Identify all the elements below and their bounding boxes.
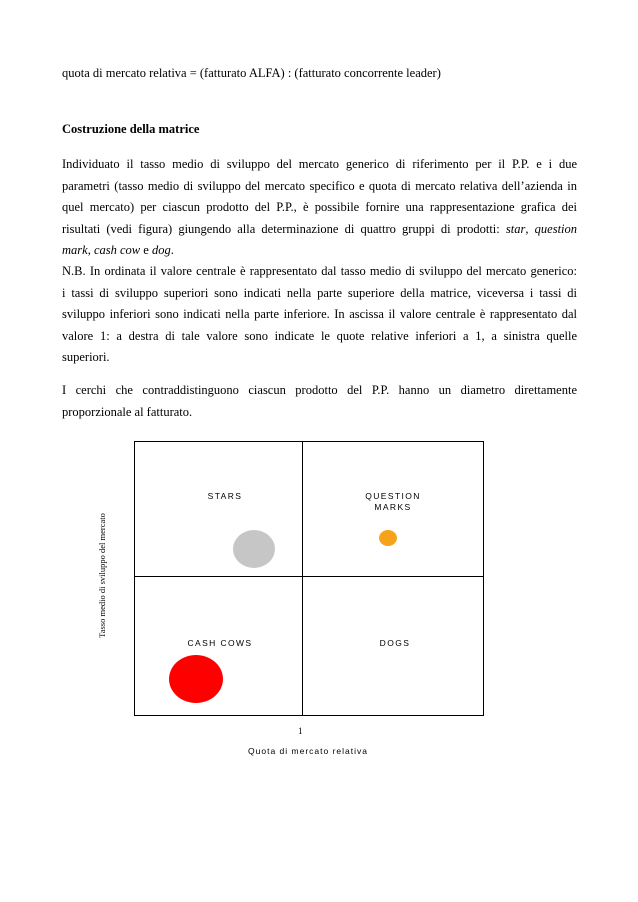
paragraph-line: i tassi di sviluppo superiori sono indicati nella parte superiore della matrice, viceversa i tassi di	[62, 285, 577, 300]
paragraph-matrix-construction	[62, 154, 577, 262]
paragraph-line-text: risultati (vedi figura) giungendo alla determinazione di quattro gruppi di prodotti:	[62, 221, 500, 236]
paragraph-line: quel mercato) per ciascun prodotto del P.P., è possibile fornire una rappresentazione grafica dei	[62, 200, 577, 214]
quadrant-label-stars: STARS	[207, 491, 243, 501]
paragraph-line	[62, 240, 577, 262]
paragraph-line	[62, 219, 577, 241]
matrix-vertical-divider	[302, 442, 303, 715]
punctuation: ,	[87, 243, 91, 257]
paragraph-line: parametri (tasso medio di sviluppo del mercato specifico e quota di mercato relativa dell’azienda in	[62, 178, 577, 193]
paragraph-line: sviluppo inferiori sono indicati nella parte inferiore. In ascissa il valore centrale è rappresentato dal	[62, 307, 577, 321]
quadrant-label-question-marks	[349, 491, 437, 513]
quadrant-label-line: QUESTION	[365, 491, 421, 501]
paragraph-line: Individuato il tasso medio di sviluppo del mercato generico di riferimento per il P.P. e i due	[62, 157, 577, 171]
term-cash-cow: cash cow	[93, 243, 141, 257]
quadrant-label-line: MARKS	[374, 502, 412, 512]
punctuation: .	[170, 243, 174, 257]
x-axis-tick-one: 1	[298, 726, 303, 736]
paragraph-circles-note	[62, 380, 577, 423]
term-dog: dog	[151, 243, 171, 257]
paragraph-line: N.B. In ordinata il valore centrale è rappresentato dal tasso medio di sviluppo del mercato generico:	[62, 264, 577, 278]
term-question: question	[534, 221, 578, 236]
term-star: star	[505, 221, 526, 236]
y-axis-label: Tasso medio di sviluppo del mercato	[97, 513, 107, 638]
paragraph-nb-note	[62, 261, 577, 369]
relative-market-share-formula: quota di mercato relativa = (fatturato ALFA) : (fatturato concorrente leader)	[62, 66, 441, 80]
product-bubble-stars	[233, 530, 275, 568]
section-heading: Costruzione della matrice	[62, 122, 200, 136]
quadrant-label-cash-cows: CASH COWS	[187, 638, 253, 648]
bcg-matrix	[134, 441, 484, 716]
punctuation: ,	[525, 221, 529, 236]
paragraph-line: superiori.	[62, 350, 110, 364]
paragraph-line: I cerchi che contraddistinguono ciascun prodotto del P.P. hanno un diametro direttamente	[62, 383, 577, 397]
paragraph-line: valore 1: a destra di tale valore sono indicate le quote relative inferiori a 1, a sinistra quelle	[62, 328, 577, 343]
product-bubble-question-marks	[379, 530, 397, 546]
conjunction: e	[143, 243, 149, 257]
paragraph-line: proporzionale al fatturato.	[62, 404, 193, 419]
product-bubble-cash-cows	[169, 655, 223, 703]
matrix-horizontal-divider	[135, 576, 483, 577]
quadrant-label-dogs: DOGS	[379, 638, 411, 648]
term-mark: mark	[62, 243, 88, 257]
x-axis-label: Quota di mercato relativa	[248, 746, 368, 756]
